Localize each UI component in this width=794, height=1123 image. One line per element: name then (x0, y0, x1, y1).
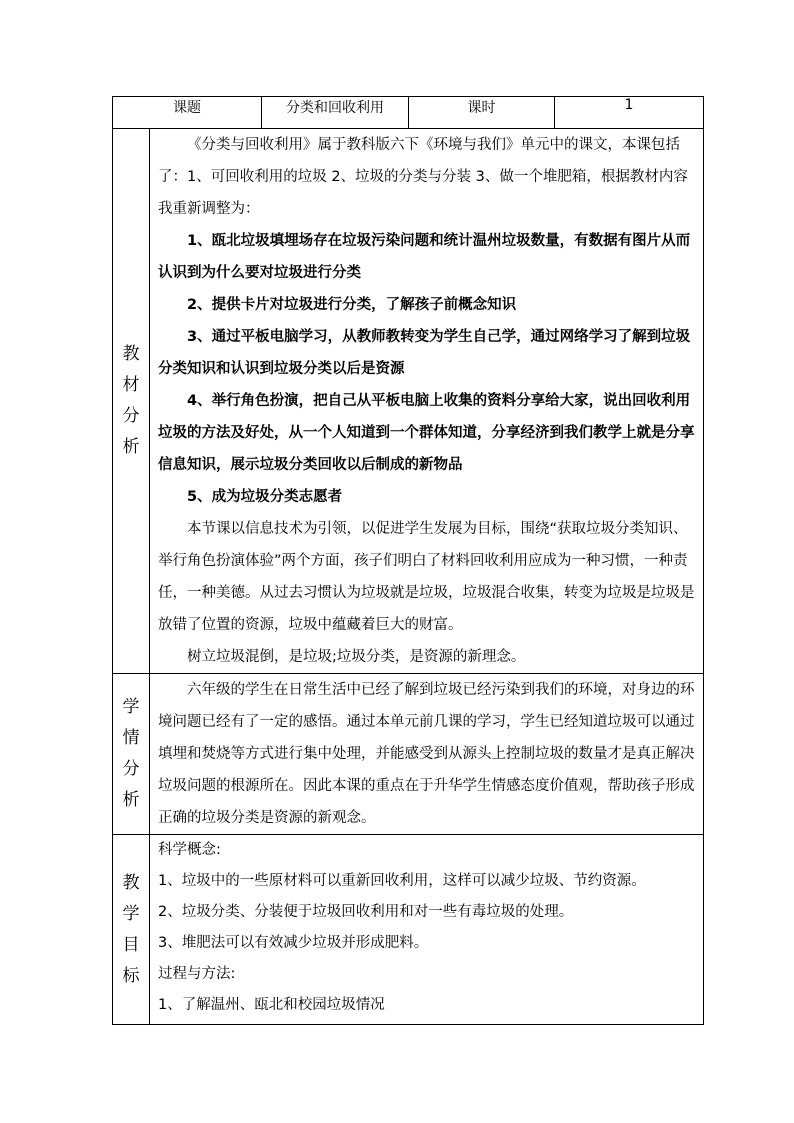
goal-line: 过程与方法: (158, 966, 236, 982)
lesson-plan-table (112, 96, 704, 1025)
material-point-5: 5、成为垃圾分类志愿者 (187, 489, 343, 505)
label-char: 学 (122, 697, 140, 717)
material-point-1: 1、瓯北垃圾填埋场存在垃圾污染问题和统计温州垃圾数量，有数据有图片从而认识到为什么要对垃圾进行分类 (158, 233, 691, 281)
student-analysis-content (150, 674, 704, 835)
label-char: 析 (122, 790, 140, 810)
goal-line: 2、垃圾分类、分装便于垃圾回收利用和对一些有毒垃圾的处理。 (158, 904, 574, 920)
label-char: 材 (122, 375, 140, 395)
goal-line: 1、垃圾中的一些原材料可以重新回收利用，这样可以减少垃圾、节约资源。 (158, 873, 646, 889)
material-point-4: 4、举行角色扮演，把自己从平板电脑上收集的资料分享给大家，说出回收利用垃圾的方法及好处，从一个人知道到一个群体知道，分享经济到我们教学上就是分享信息知识，展示垃圾分类回收以后制成的新物品 (158, 393, 695, 473)
goal-line: 3、堆肥法可以有效减少垃圾并形成肥料。 (158, 935, 429, 951)
material-summary: 本节课以信息技术为引领，以促进学生发展为目标，围绕“获取垃圾分类知识、举行角色扮演体验”两个方面，孩子们明白了材料回收利用应成为一种习惯，一种责任，一种美德。从过去习惯认为垃圾就是垃圾，垃圾混合收集，转变为垃圾是垃圾是放错了位置的资源，垃圾中蕴藏着巨大的财富。 (158, 521, 695, 633)
label-char: 析 (122, 437, 140, 457)
material-analysis-content (150, 129, 704, 674)
material-point-3: 3、通过平板电脑学习，从教师教转变为学生自己学，通过网络学习了解到垃圾分类知识和认识到垃圾分类以后是资源 (158, 329, 691, 377)
teaching-goals-row (113, 835, 704, 1025)
label-char: 目 (122, 934, 140, 955)
label-char: 分 (122, 759, 140, 779)
student-analysis-label (113, 674, 150, 835)
label-char: 标 (122, 965, 140, 986)
label-char: 情 (122, 728, 140, 748)
lesson-label: 课题 (113, 97, 262, 129)
period-value: 1 (555, 97, 704, 129)
student-analysis-row (113, 674, 704, 835)
label-char: 学 (122, 903, 140, 924)
label-char: 教 (122, 344, 140, 364)
label-char: 教 (122, 872, 140, 893)
material-analysis-row (113, 129, 704, 674)
label-char: 分 (122, 406, 140, 426)
lesson-title: 分类和回收利用 (262, 97, 409, 129)
material-concept: 树立垃圾混倒，是垃圾;垃圾分类，是资源的新理念。 (187, 649, 526, 665)
student-analysis-text: 六年级的学生在日常生活中已经了解到垃圾已经污染到我们的环境，对身边的环境问题已经有了一定的感悟。通过本单元前几课的学习，学生已经知道垃圾可以通过填埋和焚烧等方式进行集中处理，并能感受到从源头上控制垃圾的数量才是真正解决垃圾问题的根源所在。因此本课的重点在于升华学生情感态度价值观，帮助孩子形成正确的垃圾分类是资源的新观念。 (158, 682, 695, 826)
teaching-goals-label (113, 835, 150, 1025)
header-row (113, 97, 704, 129)
material-analysis-label (113, 129, 150, 674)
goal-line: 1、了解温州、瓯北和校园垃圾情况 (158, 997, 385, 1013)
goal-line: 科学概念: (158, 842, 221, 858)
material-intro: 《分类与回收利用》属于教科版六下《环境与我们》单元中的课文，本课包括了：1、可回收利用的垃圾 2、垃圾的分类与分装 3、做一个堆肥箱，根据教材内容我重新调整为： (158, 137, 688, 217)
period-label: 课时 (409, 97, 555, 129)
teaching-goals-content (150, 835, 704, 1025)
material-point-2: 2、提供卡片对垃圾进行分类，了解孩子前概念知识 (187, 297, 517, 313)
